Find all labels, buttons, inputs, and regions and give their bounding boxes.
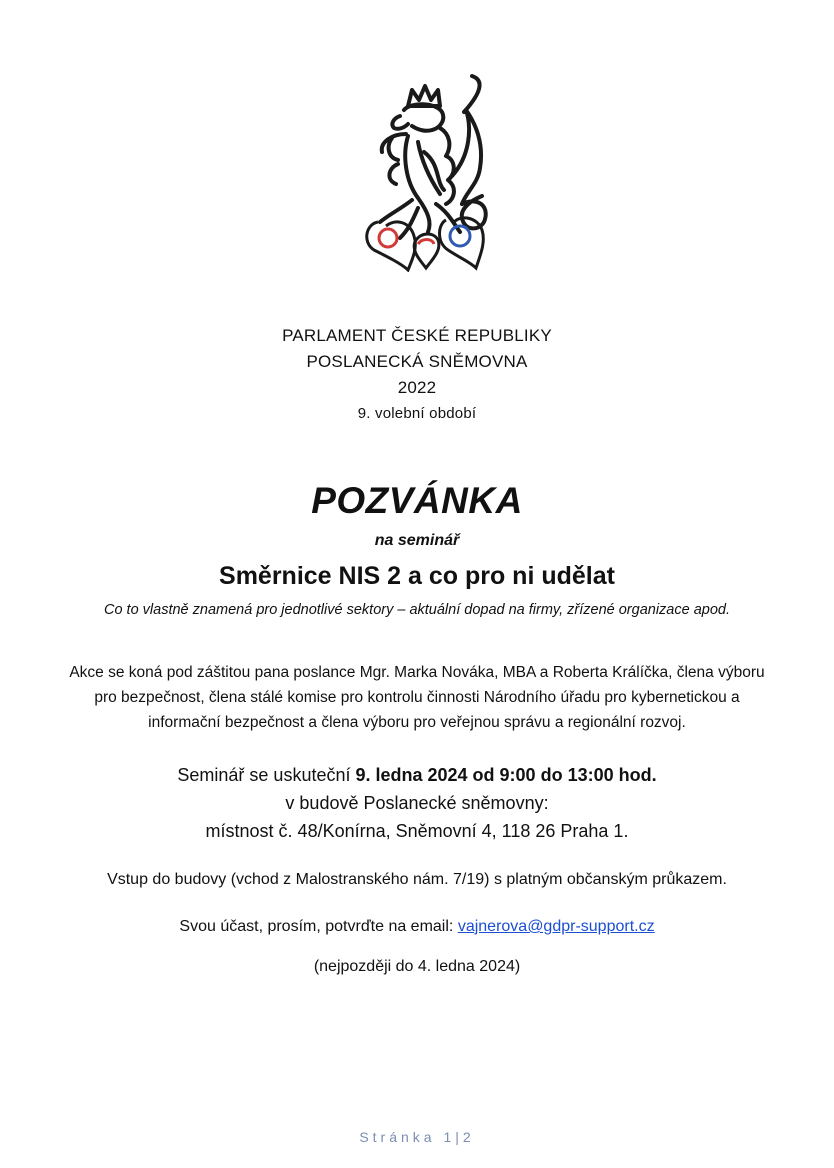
header-term: 9. volební období [357, 405, 477, 422]
rsvp-prefix: Svou účast, prosím, potvrďte na email: [179, 918, 458, 935]
event-datetime: 9. ledna 2024 od 9:00 do 13:00 hod. [355, 765, 657, 785]
auspices-line-2: pro bezpečnost, člena stálé komise pro kontrolu činnosti Národního úřadu pro kybernetickou a [94, 689, 740, 706]
invitation-title: POZVÁNKA [311, 480, 523, 521]
rsvp-email-link[interactable]: vajnerova@gdpr-support.cz [457, 918, 655, 935]
header-parliament: PARLAMENT ČESKÉ REPUBLIKY [282, 326, 552, 345]
czech-lion-emblem-icon [352, 72, 498, 272]
event-date-prefix: Seminář se uskuteční [177, 765, 356, 785]
event-building: v budově Poslanecké sněmovny: [285, 793, 549, 813]
rsvp-line [0, 918, 834, 936]
auspices-line-1: Akce se koná pod záštitou pana poslance Mgr. Marka Nováka, MBA a Roberta Králíčka, člena výboru [69, 664, 765, 681]
header-chamber: POSLANECKÁ SNĚMOVNA [306, 352, 528, 371]
page-number-footer: Stránka 1|2 [359, 1129, 475, 1145]
seminar-topic-subtitle: Co to vlastně znamená pro jednotlivé sektory – aktuální dopad na firmy, zřízené organizace apod. [103, 602, 730, 618]
invitation-subtitle: na seminář [374, 532, 460, 549]
seminar-topic: Směrnice NIS 2 a co pro ni udělat [219, 562, 615, 590]
entry-info: Vstup do budovy (vchod z Malostranského nám. 7/19) s platným občanským průkazem. [107, 871, 727, 888]
event-room: místnost č. 48/Konírna, Sněmovní 4, 118 26 Praha 1. [205, 821, 629, 841]
header-year: 2022 [397, 378, 437, 397]
event-date-line [0, 761, 834, 789]
auspices-line-3: informační bezpečnost a člena výboru pro veřejnou správu a regionální rozvoj. [148, 714, 686, 731]
rsvp-deadline: (nejpozději do 4. ledna 2024) [313, 958, 521, 975]
